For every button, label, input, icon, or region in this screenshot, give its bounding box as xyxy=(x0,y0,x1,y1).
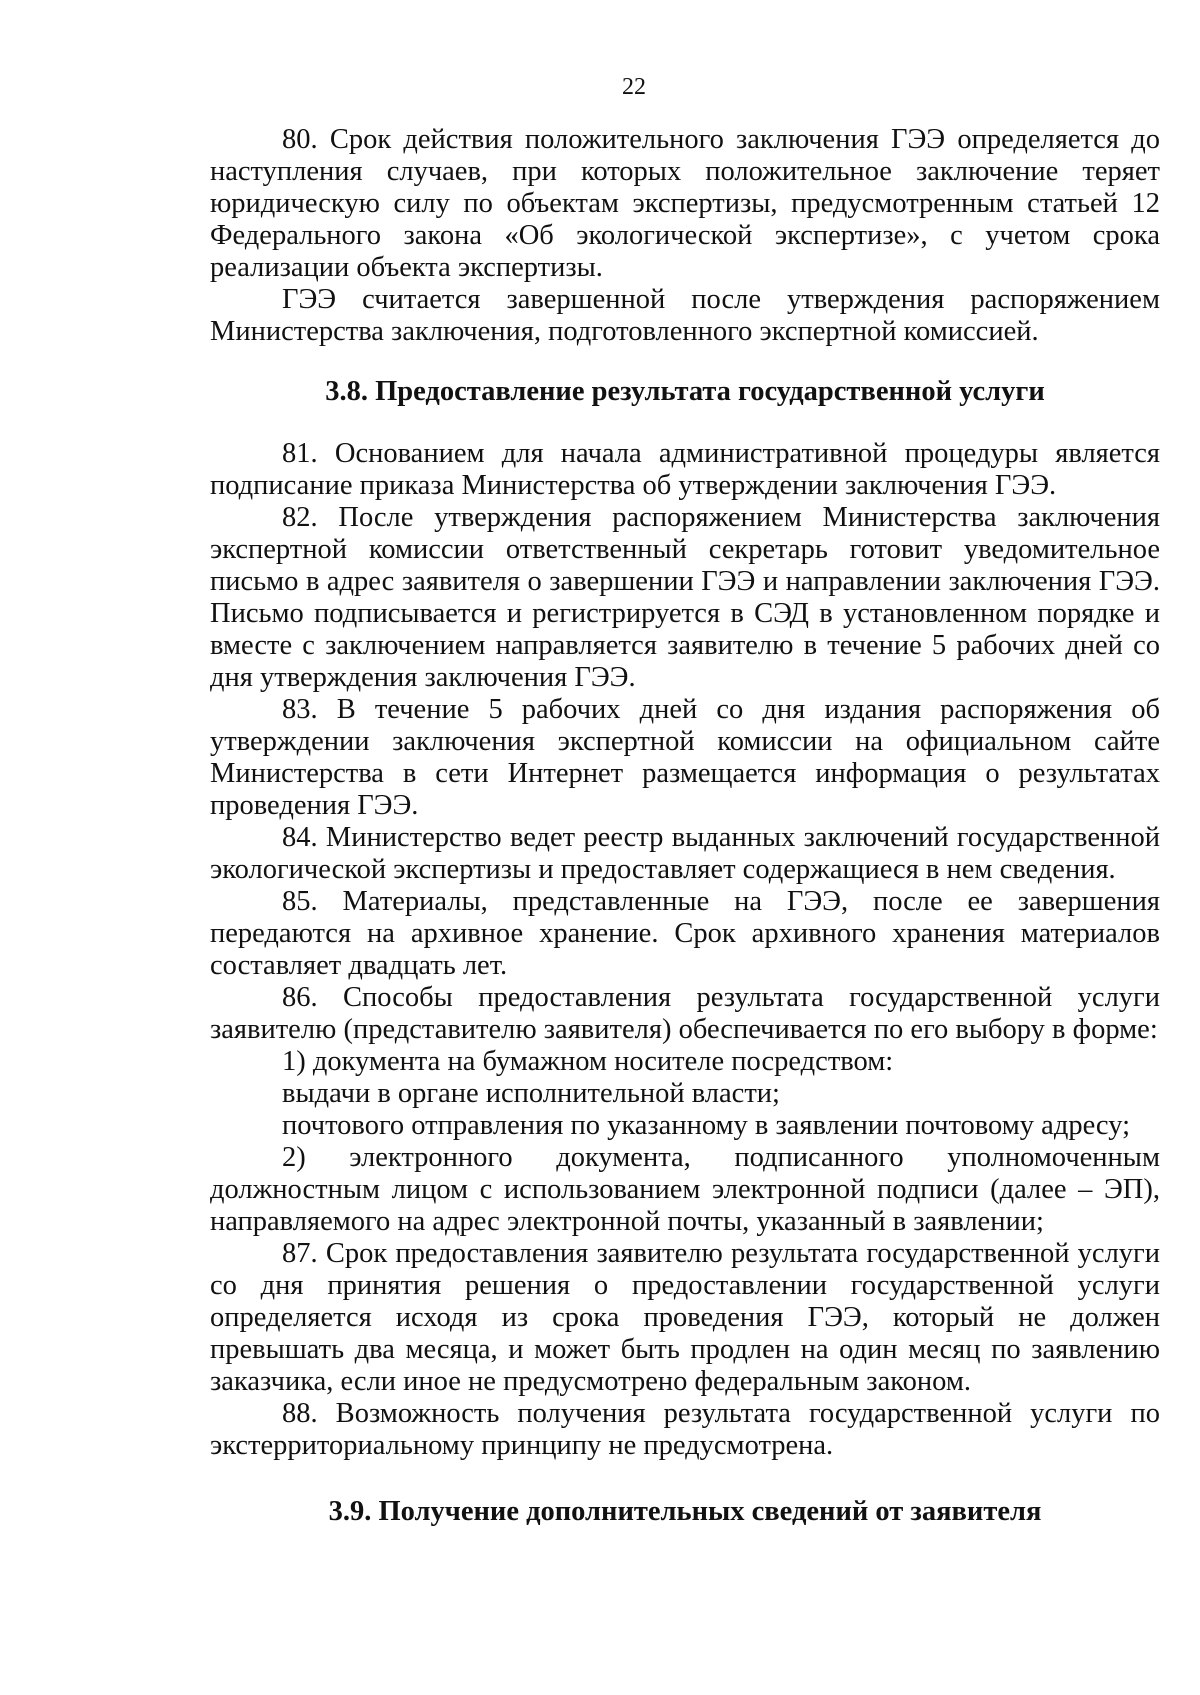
paragraph-83: 83. В течение 5 рабочих дней со дня издания распоряжения об утверждении заключения экспертной комиссии на официальном сайте Министерства в сети Интернет размещается информация о результатах проведения ГЭЭ. xyxy=(210,694,1160,821)
page-number: 22 xyxy=(622,74,646,100)
paragraph-80: 80. Срок действия положительного заключения ГЭЭ определяется до наступления случаев, при которых положительное заключение теряет юридическую силу по объектам экспертизы, предусмотренным статьей 12 Федерального закона «Об экологической экспертизе», с учетом срока реализации объекта экспертизы. xyxy=(210,124,1160,283)
section-heading-3-9: 3.9. Получение дополнительных сведений от заявителя xyxy=(328,1496,1042,1527)
paragraph-84: 84. Министерство ведет реестр выданных заключений государственной экологической экспертизы и предоставляет содержащиеся в нем сведения. xyxy=(210,822,1160,885)
paragraph-81: 81. Основанием для начала административной процедуры является подписание приказа Министерства об утверждении заключения ГЭЭ. xyxy=(210,438,1160,501)
list-item-paper-document: 1) документа на бумажном носителе посредством: xyxy=(282,1046,894,1077)
paragraph-86: 86. Способы предоставления результата государственной услуги заявителю (представителю заявителя) обеспечивается по его выбору в форме: xyxy=(210,982,1160,1045)
paragraph-88: 88. Возможность получения результата государственной услуги по экстерриториальному принципу не предусмотрена. xyxy=(210,1398,1160,1461)
section-heading-3-8: 3.8. Предоставление результата государственной услуги xyxy=(325,376,1045,407)
list-item-electronic-document: 2) электронного документа, подписанного уполномоченным должностным лицом с использованием электронной подписи (далее – ЭП), направляемого на адрес электронной почты, указанный в заявлении; xyxy=(210,1142,1160,1237)
paragraph-87: 87. Срок предоставления заявителю результата государственной услуги со дня принятия решения о предоставлении государственной услуги определяется исходя из срока проведения ГЭЭ, который не должен превышать два месяца, и может быть продлен на один месяц по заявлению заказчика, если иное не предусмотрено федеральным законом. xyxy=(210,1238,1160,1397)
paragraph-gee-completed: ГЭЭ считается завершенной после утверждения распоряжением Министерства заключения, подготовленного экспертной комиссией. xyxy=(210,284,1160,347)
document-body xyxy=(210,124,1160,1528)
paragraph-85: 85. Материалы, представленные на ГЭЭ, после ее завершения передаются на архивное хранение. Срок архивного хранения материалов составляет двадцать лет. xyxy=(210,886,1160,981)
list-item-issue-in-authority: выдачи в органе исполнительной власти; xyxy=(282,1078,780,1109)
list-item-postal-delivery: почтового отправления по указанному в заявлении почтовому адресу; xyxy=(282,1110,1131,1141)
paragraph-82: 82. После утверждения распоряжением Министерства заключения экспертной комиссии ответственный секретарь готовит уведомительное письмо в адрес заявителя о завершении ГЭЭ и направлении заключения ГЭЭ. Письмо подписывается и регистрируется в СЭД в установленном порядке и вместе с заключением направляется заявителю в течение 5 рабочих дней со дня утверждения заключения ГЭЭ. xyxy=(210,502,1160,693)
